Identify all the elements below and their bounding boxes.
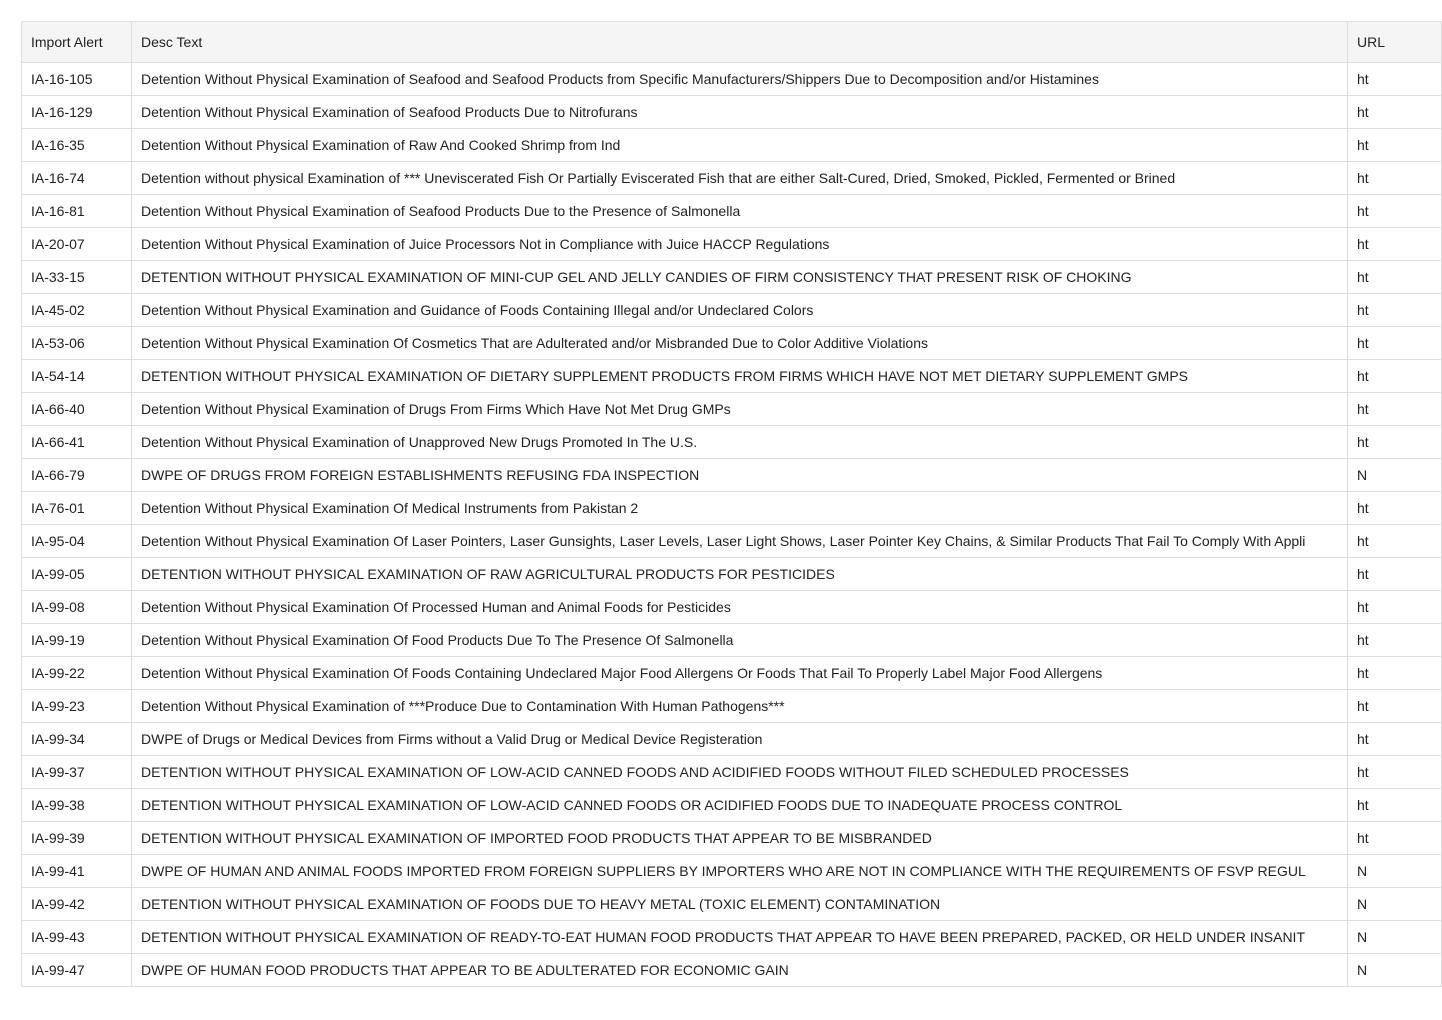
table-body [22,63,1442,987]
desc-text-cell: Detention Without Physical Examination of Seafood and Seafood Products from Specific Manufacturers/Shippers Due to Decomposition and/or Histamines [132,63,1348,96]
import-alert-cell: IA-33-15 [22,261,132,294]
table-row[interactable] [22,129,1442,162]
import-alert-cell: IA-99-41 [22,855,132,888]
import-alert-cell: IA-99-42 [22,888,132,921]
import-alerts-table [21,21,1442,987]
import-alert-cell: IA-99-22 [22,657,132,690]
import-alert-cell: IA-99-37 [22,756,132,789]
url-cell[interactable]: ht [1348,525,1442,558]
import-alert-cell: IA-16-35 [22,129,132,162]
table-row[interactable] [22,525,1442,558]
url-cell[interactable]: N [1348,855,1442,888]
desc-text-cell: DETENTION WITHOUT PHYSICAL EXAMINATION OF MINI-CUP GEL AND JELLY CANDIES OF FIRM CONSISTENCY THAT PRESENT RISK OF CHOKING [132,261,1348,294]
import-alert-cell: IA-99-38 [22,789,132,822]
desc-text-cell: Detention Without Physical Examination of ***Produce Due to Contamination With Human Pathogens*** [132,690,1348,723]
import-alert-cell: IA-16-81 [22,195,132,228]
url-cell[interactable]: N [1348,954,1442,987]
url-cell[interactable]: ht [1348,723,1442,756]
table-row[interactable] [22,921,1442,954]
import-alert-cell: IA-16-105 [22,63,132,96]
url-cell[interactable]: ht [1348,360,1442,393]
url-cell[interactable]: N [1348,888,1442,921]
import-alert-cell: IA-99-23 [22,690,132,723]
url-cell[interactable]: N [1348,921,1442,954]
desc-text-cell: DETENTION WITHOUT PHYSICAL EXAMINATION OF IMPORTED FOOD PRODUCTS THAT APPEAR TO BE MISBRANDED [132,822,1348,855]
desc-text-cell: Detention Without Physical Examination of Unapproved New Drugs Promoted In The U.S. [132,426,1348,459]
table-row[interactable] [22,96,1442,129]
url-cell[interactable]: ht [1348,162,1442,195]
column-header-import-alert[interactable]: Import Alert [22,22,132,63]
table-row[interactable] [22,723,1442,756]
url-cell[interactable]: ht [1348,591,1442,624]
import-alert-cell: IA-45-02 [22,294,132,327]
import-alert-cell: IA-99-05 [22,558,132,591]
desc-text-cell: DETENTION WITHOUT PHYSICAL EXAMINATION OF LOW-ACID CANNED FOODS OR ACIDIFIED FOODS DUE TO INADEQUATE PROCESS CONTROL [132,789,1348,822]
table-row[interactable] [22,162,1442,195]
table-viewport [21,21,1386,1020]
table-row[interactable] [22,558,1442,591]
desc-text-cell: Detention Without Physical Examination Of Laser Pointers, Laser Gunsights, Laser Levels, Laser Light Shows, Laser Pointer Key Chains, & Similar Products That Fail To Comply With Appli [132,525,1348,558]
import-alert-cell: IA-99-47 [22,954,132,987]
table-row[interactable] [22,294,1442,327]
url-cell[interactable]: ht [1348,228,1442,261]
table-row[interactable] [22,459,1442,492]
import-alert-cell: IA-76-01 [22,492,132,525]
desc-text-cell: Detention Without Physical Examination and Guidance of Foods Containing Illegal and/or Undeclared Colors [132,294,1348,327]
import-alert-cell: IA-16-129 [22,96,132,129]
table-row[interactable] [22,624,1442,657]
desc-text-cell: DETENTION WITHOUT PHYSICAL EXAMINATION OF FOODS DUE TO HEAVY METAL (TOXIC ELEMENT) CONTAMINATION [132,888,1348,921]
desc-text-cell: Detention Without Physical Examination of Drugs From Firms Which Have Not Met Drug GMPs [132,393,1348,426]
table-row[interactable] [22,822,1442,855]
import-alert-cell: IA-66-40 [22,393,132,426]
import-alert-cell: IA-99-39 [22,822,132,855]
desc-text-cell: Detention Without Physical Examination of Juice Processors Not in Compliance with Juice HACCP Regulations [132,228,1348,261]
url-cell[interactable]: ht [1348,96,1442,129]
url-cell[interactable]: ht [1348,690,1442,723]
table-row[interactable] [22,657,1442,690]
desc-text-cell: Detention Without Physical Examination Of Food Products Due To The Presence Of Salmonella [132,624,1348,657]
url-cell[interactable]: ht [1348,327,1442,360]
table-row[interactable] [22,426,1442,459]
import-alert-cell: IA-54-14 [22,360,132,393]
table-row[interactable] [22,954,1442,987]
url-cell[interactable]: ht [1348,822,1442,855]
import-alert-cell: IA-99-19 [22,624,132,657]
table-row[interactable] [22,492,1442,525]
desc-text-cell: DETENTION WITHOUT PHYSICAL EXAMINATION OF RAW AGRICULTURAL PRODUCTS FOR PESTICIDES [132,558,1348,591]
import-alert-cell: IA-66-79 [22,459,132,492]
desc-text-cell: Detention Without Physical Examination of Seafood Products Due to the Presence of Salmonella [132,195,1348,228]
table-row[interactable] [22,690,1442,723]
url-cell[interactable]: ht [1348,492,1442,525]
url-cell[interactable]: ht [1348,426,1442,459]
url-cell[interactable]: ht [1348,294,1442,327]
desc-text-cell: Detention Without Physical Examination of Raw And Cooked Shrimp from Ind [132,129,1348,162]
desc-text-cell: DWPE of Drugs or Medical Devices from Firms without a Valid Drug or Medical Device Registeration [132,723,1348,756]
desc-text-cell: DWPE OF HUMAN AND ANIMAL FOODS IMPORTED FROM FOREIGN SUPPLIERS BY IMPORTERS WHO ARE NOT IN COMPLIANCE WITH THE REQUIREMENTS OF FSVP REGUL [132,855,1348,888]
import-alert-cell: IA-99-43 [22,921,132,954]
desc-text-cell: Detention Without Physical Examination Of Cosmetics That are Adulterated and/or Misbranded Due to Color Additive Violations [132,327,1348,360]
table-row[interactable] [22,261,1442,294]
desc-text-cell: DETENTION WITHOUT PHYSICAL EXAMINATION OF DIETARY SUPPLEMENT PRODUCTS FROM FIRMS WHICH HAVE NOT MET DIETARY SUPPLEMENT GMPS [132,360,1348,393]
table-row[interactable] [22,63,1442,96]
import-alert-cell: IA-99-34 [22,723,132,756]
url-cell[interactable]: ht [1348,63,1442,96]
url-cell[interactable]: ht [1348,756,1442,789]
url-cell[interactable]: ht [1348,195,1442,228]
url-cell[interactable]: ht [1348,129,1442,162]
table-row[interactable] [22,393,1442,426]
table-row[interactable] [22,855,1442,888]
table-row[interactable] [22,228,1442,261]
url-cell[interactable]: ht [1348,789,1442,822]
desc-text-cell: DETENTION WITHOUT PHYSICAL EXAMINATION OF READY-TO-EAT HUMAN FOOD PRODUCTS THAT APPEAR TO HAVE BEEN PREPARED, PACKED, OR HELD UNDER INSANIT [132,921,1348,954]
import-alert-cell: IA-53-06 [22,327,132,360]
desc-text-cell: Detention Without Physical Examination Of Medical Instruments from Pakistan 2 [132,492,1348,525]
table-row[interactable] [22,789,1442,822]
desc-text-cell: Detention Without Physical Examination of Seafood Products Due to Nitrofurans [132,96,1348,129]
desc-text-cell: DWPE OF HUMAN FOOD PRODUCTS THAT APPEAR TO BE ADULTERATED FOR ECONOMIC GAIN [132,954,1348,987]
url-cell[interactable]: ht [1348,624,1442,657]
desc-text-cell: Detention Without Physical Examination Of Foods Containing Undeclared Major Food Allergens Or Foods That Fail To Properly Label Major Food Allergens [132,657,1348,690]
url-cell[interactable]: ht [1348,657,1442,690]
url-cell[interactable]: N [1348,459,1442,492]
import-alert-cell: IA-16-74 [22,162,132,195]
import-alert-cell: IA-66-41 [22,426,132,459]
url-cell[interactable]: ht [1348,393,1442,426]
table-row[interactable] [22,888,1442,921]
table-row[interactable] [22,591,1442,624]
table-row[interactable] [22,360,1442,393]
table-row[interactable] [22,756,1442,789]
desc-text-cell: Detention Without Physical Examination Of Processed Human and Animal Foods for Pesticides [132,591,1348,624]
column-header-url[interactable]: URL [1348,22,1442,63]
desc-text-cell: DWPE OF DRUGS FROM FOREIGN ESTABLISHMENTS REFUSING FDA INSPECTION [132,459,1348,492]
import-alert-cell: IA-95-04 [22,525,132,558]
import-alert-cell: IA-99-08 [22,591,132,624]
table-row[interactable] [22,195,1442,228]
column-header-desc-text[interactable]: Desc Text [132,22,1348,63]
url-cell[interactable]: ht [1348,261,1442,294]
import-alert-cell: IA-20-07 [22,228,132,261]
desc-text-cell: Detention without physical Examination of *** Uneviscerated Fish Or Partially Eviscerated Fish that are either Salt-Cured, Dried, Smoked, Pickled, Fermented or Brined [132,162,1348,195]
table-row[interactable] [22,327,1442,360]
desc-text-cell: DETENTION WITHOUT PHYSICAL EXAMINATION OF LOW-ACID CANNED FOODS AND ACIDIFIED FOODS WITHOUT FILED SCHEDULED PROCESSES [132,756,1348,789]
url-cell[interactable]: ht [1348,558,1442,591]
table-header-row [22,22,1442,63]
